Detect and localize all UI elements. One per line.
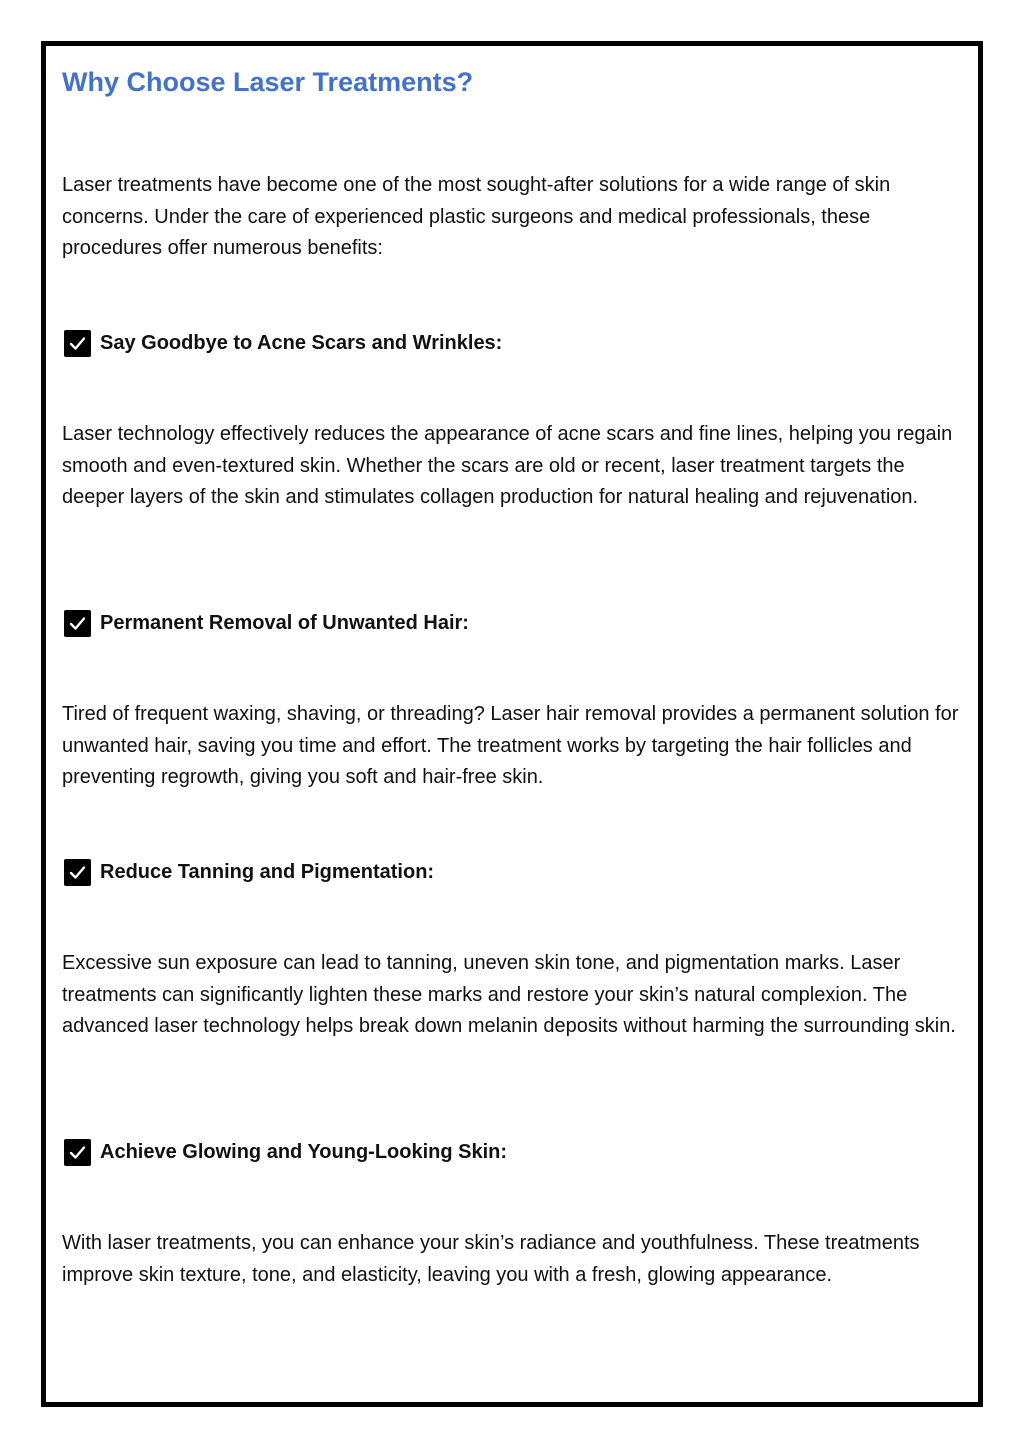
check-box-icon [64,610,91,637]
section-body-hair-removal: Tired of frequent waxing, shaving, or threading? Laser hair removal provides a permanent solution for unwanted hair, saving you time and effort. The treatment works by targeting the hair follicles and preventing regrowth, giving you soft and hair-free skin. [62,703,959,789]
intro-paragraph: Laser treatments have become one of the most sought-after solutions for a wide range of skin concerns. Under the care of experienced plastic surgeons and medical professionals, these procedures offer numerous benefits: [62,174,891,260]
section-heading-label: Say Goodbye to Acne Scars and Wrinkles: [100,332,503,354]
check-box-icon [64,330,91,357]
section-heading-glowing-skin [64,1137,507,1167]
section-heading-label: Reduce Tanning and Pigmentation: [100,861,435,883]
check-box-icon [64,859,91,886]
section-heading-acne-scars [64,328,502,358]
section-heading-hair-removal [64,608,469,638]
section-body-pigmentation: Excessive sun exposure can lead to tanning, uneven skin tone, and pigmentation marks. Laser treatments can significantly lighten these marks and restore your skin’s natural complexion. The advanced laser technology helps break down melanin deposits without harming the surrounding skin. [62,952,956,1038]
section-heading-label: Achieve Glowing and Young-Looking Skin: [100,1141,508,1163]
check-box-icon [64,1139,91,1166]
section-heading-pigmentation [64,857,434,887]
section-body-acne-scars: Laser technology effectively reduces the appearance of acne scars and fine lines, helping you regain smooth and even-textured skin. Whether the scars are old or recent, laser treatment targets the deeper layers of the skin and stimulates collagen production for natural healing and rejuvenation. [62,423,953,509]
page-title: Why Choose Laser Treatments? [62,67,474,97]
section-heading-label: Permanent Removal of Unwanted Hair: [100,612,469,634]
section-body-glowing-skin: With laser treatments, you can enhance your skin’s radiance and youthfulness. These treatments improve skin texture, tone, and elasticity, leaving you with a fresh, glowing appearance. [62,1232,920,1286]
